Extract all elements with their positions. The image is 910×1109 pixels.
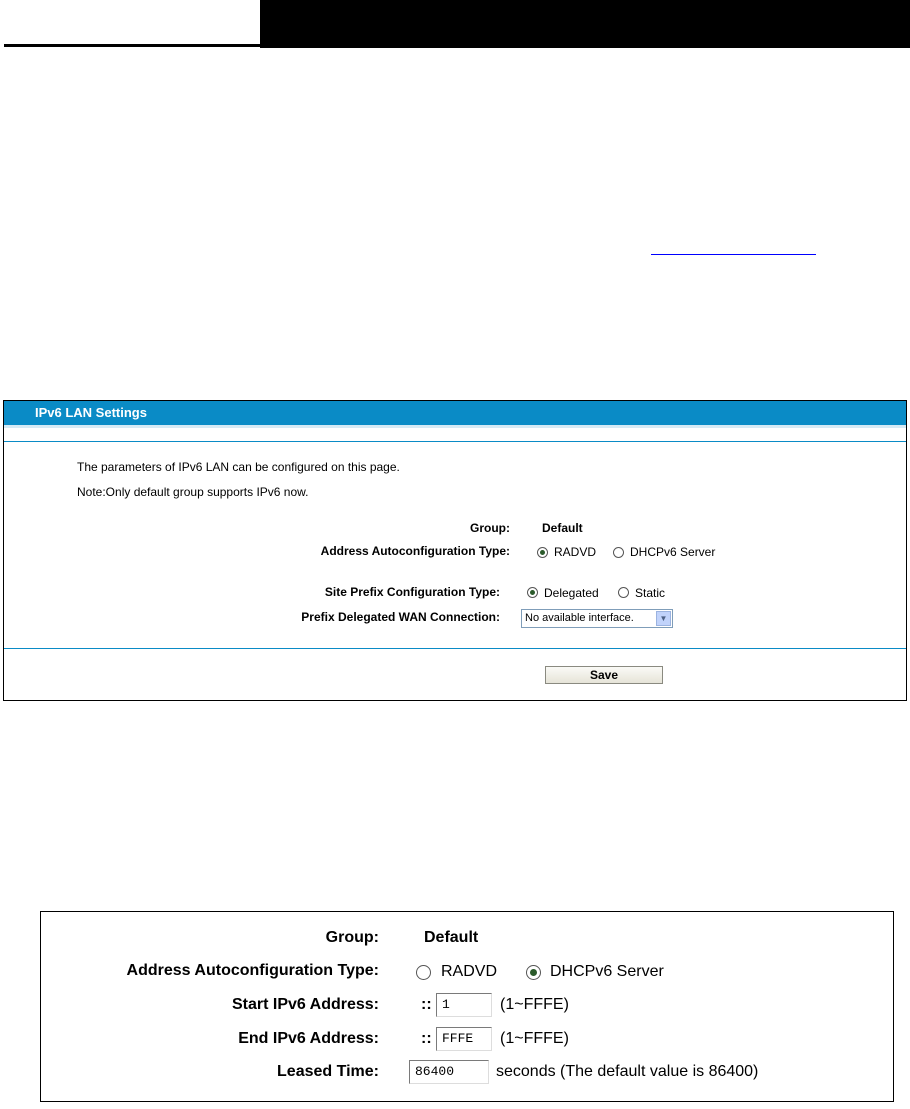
leased-time-label: Leased Time: [277,1063,379,1080]
wan-connection-select[interactable] [521,609,673,628]
prefix-type-label: Site Prefix Configuration Type: [324,585,500,599]
panel-title-bar [4,401,906,428]
dhcpv6-server-option-label: DHCPv6 Server [630,545,716,559]
ipv6-lan-settings-panel [3,400,907,701]
start-address-label: Start IPv6 Address: [231,996,379,1013]
static-option-label: Static [635,586,666,600]
dhcpv6-server-radio-2[interactable] [526,965,541,980]
document-link[interactable] [651,236,816,255]
autoconf-label: Address Autoconfiguration Type: [320,544,510,558]
start-address-input[interactable]: 1 [436,993,492,1017]
header-underline [4,44,260,47]
header-left-blank [0,0,260,47]
intro-text: The parameters of IPv6 LAN can be configured on this page. [77,460,400,474]
dhcpv6-settings-panel [40,911,894,1102]
delegated-option-label: Delegated [544,586,599,600]
footer-divider [4,648,906,649]
leased-time-suffix: seconds (The default value is 86400) [496,1063,759,1080]
wan-connection-label: Prefix Delegated WAN Connection: [301,610,500,624]
radvd-option-label: RADVD [554,545,597,559]
panel-title: IPv6 LAN Settings [35,405,147,420]
header-bar [260,0,910,48]
dhcpv6-server-radio[interactable] [613,547,624,558]
dhcpv6-server-option-label-2: DHCPv6 Server [550,963,664,980]
save-button[interactable]: Save [545,666,663,684]
end-address-prefix: :: [421,1030,432,1047]
group-label: Group: [470,521,510,535]
radvd-option-label-2: RADVD [441,963,498,980]
static-radio[interactable] [618,587,629,598]
end-address-label: End IPv6 Address: [238,1030,379,1047]
leased-time-input[interactable]: 86400 [409,1060,489,1084]
end-address-input[interactable]: FFFE [436,1027,492,1051]
start-address-prefix: :: [421,996,432,1013]
group-label-2: Group: [325,929,379,946]
chevron-down-icon[interactable]: ▼ [656,611,671,626]
start-address-range: (1~FFFE) [500,996,569,1013]
radvd-radio-2[interactable] [416,965,431,980]
title-divider [4,441,906,442]
wan-connection-value: No available interface. [525,612,634,624]
group-value: Default [542,521,583,535]
group-value-2: Default [424,929,479,946]
note-text: Note:Only default group supports IPv6 now. [77,485,309,499]
delegated-radio[interactable] [527,587,538,598]
autoconf-label-2: Address Autoconfiguration Type: [126,962,379,979]
end-address-range: (1~FFFE) [500,1030,569,1047]
radvd-radio[interactable] [537,547,548,558]
